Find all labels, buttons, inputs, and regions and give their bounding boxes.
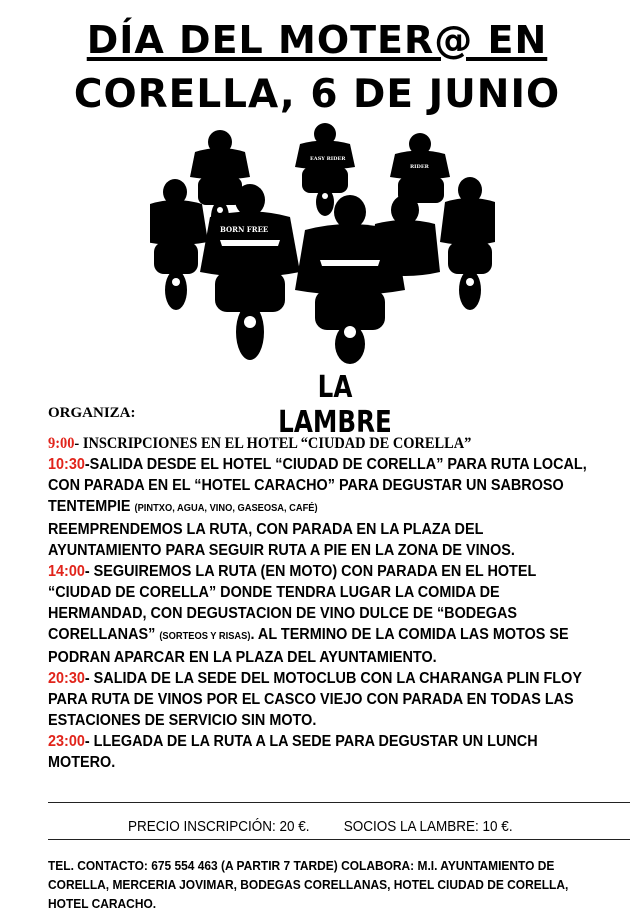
price-registration: PRECIO INSCRIPCIÓN: 20 €.: [128, 818, 310, 835]
divider: [48, 802, 630, 803]
footer-contact: TEL. CONTACTO: 675 554 463 (A PARTIR 7 TARDE) COLABORA: M.I. AYUNTAMIENTO DE CORELLA, MERCERIA JOVIMAR, BODEGAS CORELLANAS, HOTEL CIUDAD DE CORELLA, HOTEL CARACHO.: [48, 858, 569, 911]
schedule-time: 23:00: [48, 733, 85, 750]
schedule-note: (PINTXO, AGUA, VINO, GASEOSA, CAFÉ): [134, 503, 318, 514]
schedule-item: [48, 561, 597, 668]
organiza-label: ORGANIZA:: [48, 405, 136, 421]
club-name: LA LAMBRE: [278, 370, 392, 440]
schedule-time: 14:00: [48, 563, 85, 580]
biker-front-center: [295, 195, 405, 364]
schedule-text: - INSCRIPCIONES EN EL HOTEL “CIUDAD DE CORELLA”: [74, 435, 472, 452]
schedule-text: - SALIDA DE LA SEDE DEL MOTOCLUB CON LA CHARANGA PLIN FLOY PARA RUTA DE VINOS POR EL CASCO VIEJO CON PARADA EN TODAS LAS ESTACIONES DE SERVICIO SIN MOTO.: [48, 670, 582, 729]
schedule: [48, 433, 597, 773]
prices: [128, 818, 513, 835]
jacket-text-mid: EASY RIDER: [310, 156, 346, 162]
biker-mid-right: [440, 177, 495, 310]
schedule-time: 9:00: [48, 435, 75, 452]
schedule-text: - SEGUIREMOS LA RUTA (EN MOTO) CON PARADA EN EL HOTEL “CIUDAD DE CORELLA” DONDE TENDRA LUGAR LA COMIDA DE HERMANDAD, CON DEGUSTACION DE VINO DULCE DE “BODEGAS CORELLANAS”: [48, 563, 537, 643]
schedule-note: (SORTEOS Y RISAS): [159, 631, 251, 642]
schedule-item: [48, 433, 597, 454]
biker-front-right: [370, 195, 440, 276]
schedule-item: [48, 668, 597, 731]
price-members: SOCIOS LA LAMBRE: 10 €.: [343, 818, 513, 835]
schedule-item: [48, 519, 597, 561]
schedule-text-after: . AL TERMINO DE LA COMIDA LAS MOTOS SE PODRAN APARCAR EN LA PLAZA DEL AYUNTAMIENTO.: [48, 626, 569, 666]
schedule-time: 10:30: [48, 456, 85, 473]
schedule-item: [48, 454, 597, 519]
jacket-text-left: BORN FREE: [220, 225, 269, 234]
schedule-text: -SALIDA DESDE EL HOTEL “CIUDAD DE CORELLA” PARA RUTA LOCAL, CON PARADA EN EL “HOTEL CARACHO” PARA DEGUSTAR UN SABROSO TENTEMPIE: [48, 456, 587, 515]
schedule-text: REEMPRENDEMOS LA RUTA, CON PARADA EN LA PLAZA DEL AYUNTAMIENTO PARA SEGUIR RUTA A PIE EN LA ZONA DE VINOS.: [48, 521, 515, 559]
bikers-illustration: [150, 122, 495, 364]
schedule-text: - LLEGADA DE LA RUTA A LA SEDE PARA DEGUSTAR UN LUNCH MOTERO.: [48, 733, 538, 771]
jacket-text-right: RIDER: [410, 164, 429, 170]
poster-title-line1: DÍA DEL MOTER@ EN: [86, 18, 548, 62]
schedule-item: [48, 731, 597, 773]
divider: [48, 839, 630, 840]
poster-title-line2: CORELLA, 6 DE JUNIO: [73, 72, 561, 117]
schedule-time: 20:30: [48, 670, 85, 687]
